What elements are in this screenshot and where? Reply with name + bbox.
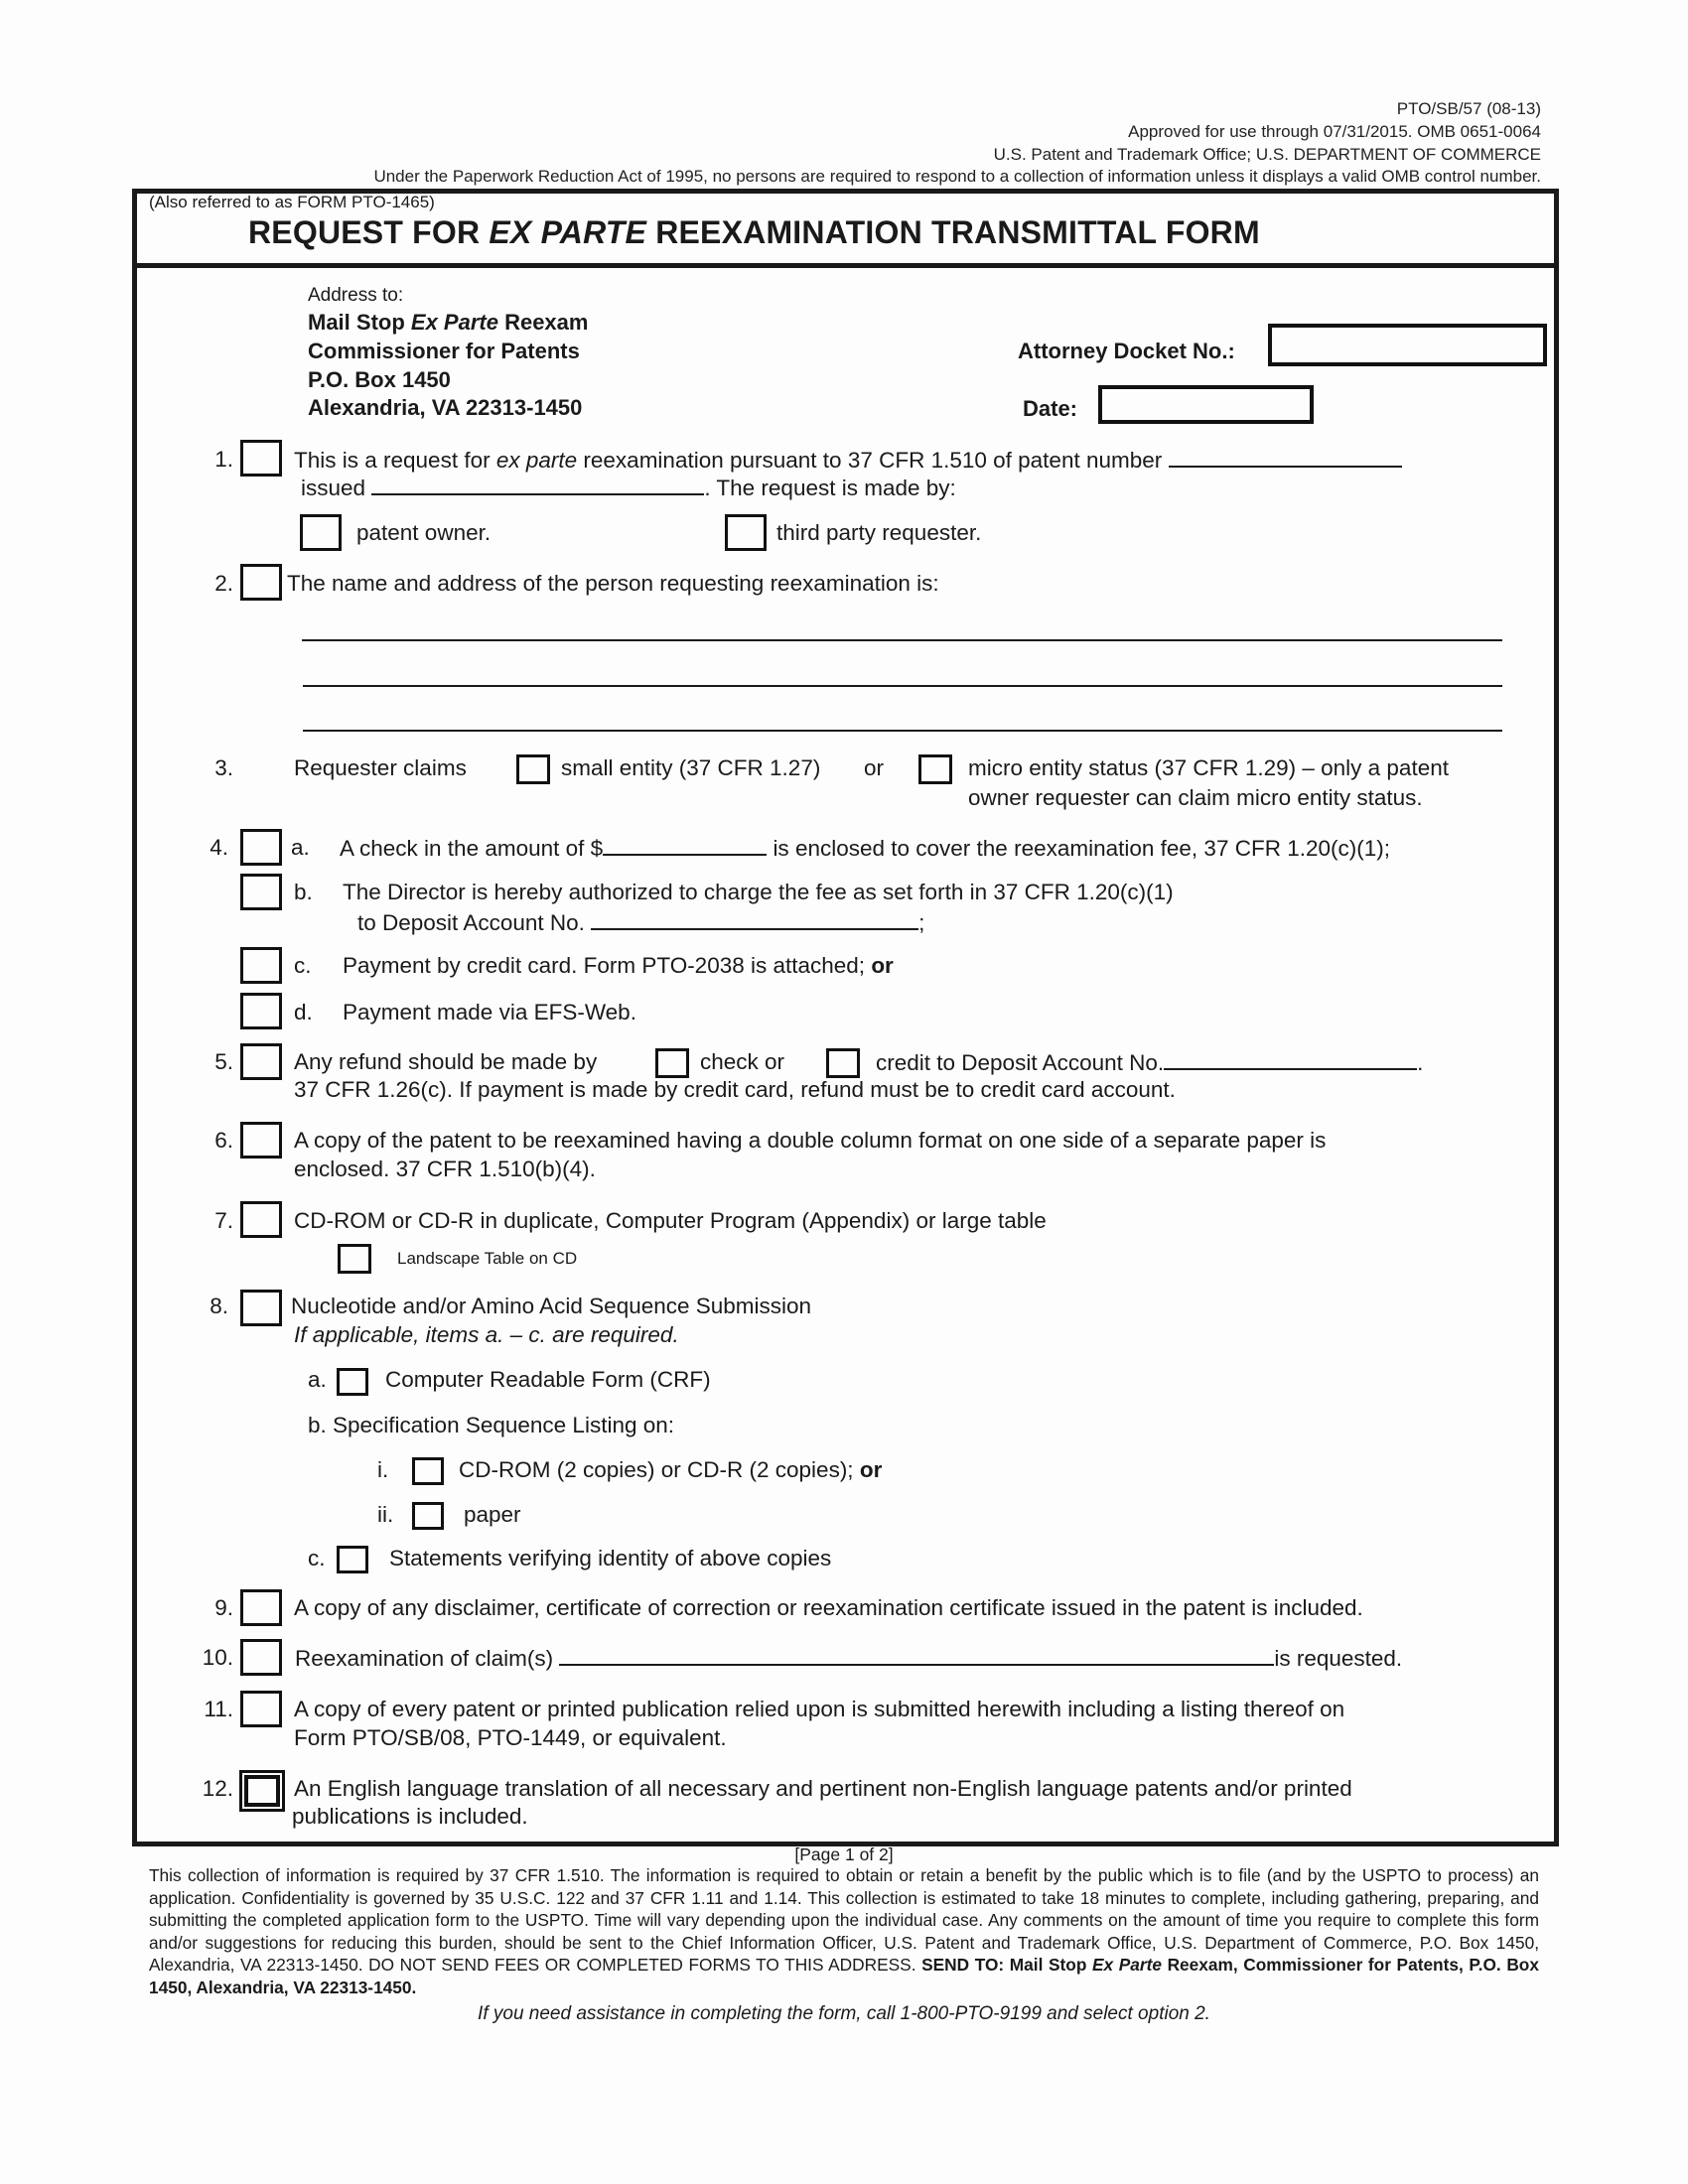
date-field[interactable] [1098,385,1314,424]
item-9-number: 9. [214,1595,233,1620]
small-entity-checkbox[interactable] [516,754,550,784]
claims-pre: Reexamination of claim(s) [295,1646,554,1671]
credit-card-text: Payment by credit card. Form PTO-2038 is attached; [343,953,872,978]
title-post: REEXAMINATION TRANSMITTAL FORM [646,214,1260,250]
refund-check-checkbox[interactable] [655,1048,689,1078]
omb-approval: Approved for use through 07/31/2015. OMB 0651-0064 [1128,122,1541,141]
or-text: or [864,755,885,780]
item-4c-text [343,952,894,980]
item-8-number: 8. [210,1294,228,1318]
item-4b-text: The Director is hereby authorized to charge the fee as set forth in 37 CFR 1.20(c)(1) [343,880,1174,904]
item-8bi-letter: i. [377,1457,389,1482]
item-6-checkbox[interactable] [240,1122,282,1159]
micro-entity-checkbox[interactable] [918,754,952,784]
item-2-checkbox[interactable] [240,564,282,601]
date-label: Date: [1023,396,1078,421]
small-entity-label: small entity (37 CFR 1.27) [561,755,821,780]
item-8-checkbox[interactable] [240,1290,282,1326]
item-3-number: 3. [214,755,233,780]
burden-text: This collection of information is required by 37 CFR 1.510. The information is required to obtain or retain a benefit by the public which is to file (and by the USPTO to process) an application. Confidentiality is governed by 35 U.S.C. 122 and 37 CFR 1.11 and 1.14. This collection is estimated to take 18 minutes to complete, including gathering, preparing, and submitting the completed application form to the USPTO. Time will vary depending upon the individual case. Any comments on the amount of time you require to complete this form and/or suggestions for reducing this burden, should be sent to the Chief Information Officer, U.S. Patent and Trademark Office, U.S. Department of Commerce, P.O. Box 1450, Alexandria, VA 22313-1450. DO NOT SEND FEES OR COMPLETED FORMS TO THIS ADDRESS. [149,1865,1539,1976]
assistance-note: If you need assistance in completing the form, call 1-800-PTO-9199 and select option 2. [478,2003,1210,2024]
item-4c-checkbox[interactable] [240,947,282,984]
item-1-text [294,446,1402,475]
item-12-number: 12. [202,1776,233,1801]
item-4c-letter: c. [294,953,312,978]
deposit-account-field[interactable] [591,908,918,930]
item-2-text: The name and address of the person requesting reexamination is: [287,571,939,596]
form-number: PTO/SB/57 (08-13) [1396,99,1541,118]
item-5-line2: 37 CFR 1.26(c). If payment is made by credit card, refund must be to credit card account. [294,1077,1176,1102]
check-amount-pre: A check in the amount of $ [340,836,604,861]
item-8bi-text [459,1456,882,1484]
item-6-line1: A copy of the patent to be reexamined having a double column format on one side of a separate paper is [294,1128,1327,1153]
landscape-table-label: Landscape Table on CD [397,1249,578,1268]
issued-date-field[interactable] [371,474,704,495]
micro-entity-label-1: micro entity status (37 CFR 1.29) – only a patent [968,755,1449,780]
item-4-number: 4. [210,835,228,860]
item-6-number: 6. [214,1128,233,1153]
item-9-text: A copy of any disclaimer, certificate of correction or reexamination certificate issued in the patent is included. [294,1595,1363,1620]
item-12-line2: publications is included. [292,1804,528,1829]
refund-credit-checkbox[interactable] [826,1048,860,1078]
item-8c-text: Statements verifying identity of above copies [389,1546,832,1570]
issued-label: issued [301,476,366,500]
requester-line-3[interactable] [303,730,1502,732]
patent-number-field[interactable] [1169,446,1402,468]
item-6-line2: enclosed. 37 CFR 1.510(b)(4). [294,1157,596,1181]
item-10-number: 10. [202,1645,233,1670]
address-po-box: P.O. Box 1450 [308,367,451,392]
deposit-label: to Deposit Account No. [357,910,585,935]
claims-post: is requested. [1274,1646,1403,1671]
item-11-line2: Form PTO/SB/08, PTO-1449, or equivalent. [294,1725,727,1750]
item-8bii-checkbox[interactable] [412,1502,444,1530]
item-4b-letter: b. [294,880,313,904]
item-12-line1: An English language translation of all necessary and pertinent non-English language patents and/or printed [294,1776,1352,1801]
patent-owner-checkbox[interactable] [300,514,342,551]
item-7-number: 7. [214,1208,233,1233]
item-9-checkbox[interactable] [240,1589,282,1626]
item-11-checkbox[interactable] [240,1691,282,1727]
refund-check-label: check or [700,1049,785,1074]
item-4d-text: Payment made via EFS-Web. [343,1000,636,1024]
item-11-number: 11. [204,1697,233,1721]
item-7-checkbox[interactable] [240,1201,282,1238]
item-4a-checkbox[interactable] [240,829,282,866]
title-italic: EX PARTE [489,214,647,250]
item-12-checkbox[interactable] [244,1775,280,1807]
item-10-checkbox[interactable] [240,1639,282,1676]
item-8a-text: Computer Readable Form (CRF) [385,1367,711,1392]
cdrom-copies-text: CD-ROM (2 copies) or CD-R (2 copies); [459,1457,860,1482]
item-4a-text [340,834,1390,863]
paperwork-notice: Under the Paperwork Reduction Act of 1995, no persons are required to respond to a collection of information unless it displays a valid OMB control number. [373,167,1541,186]
item-1-issued-line [301,474,956,502]
third-party-label: third party requester. [776,520,982,545]
item-5-number: 5. [214,1049,233,1074]
item-2-number: 2. [214,571,233,596]
made-by-text: . The request is made by: [704,476,956,500]
send-to-italic: Ex Parte [1091,1955,1162,1976]
cdrom-copies-or: or [859,1457,883,1482]
title-pre: REQUEST FOR [248,214,490,250]
address-commissioner: Commissioner for Patents [308,339,580,363]
item-8c-letter: c. [308,1546,326,1570]
third-party-checkbox[interactable] [725,514,767,551]
patent-owner-label: patent owner. [356,520,492,545]
also-referred: (Also referred to as FORM PTO-1465) [149,193,435,211]
item-8bii-text: paper [464,1502,521,1527]
claims-field[interactable] [559,1644,1274,1666]
landscape-table-checkbox[interactable] [338,1244,371,1274]
refund-credit-label [876,1048,1423,1077]
item-8-note: If applicable, items a. – c. are required. [294,1322,679,1347]
item-8b-text: b. Specification Sequence Listing on: [308,1413,674,1437]
item-4b-deposit [357,908,924,937]
item-1-number: 1. [214,447,233,472]
micro-entity-label-2: owner requester can claim micro entity status. [968,785,1423,810]
address-label: Address to: [308,285,404,306]
title-separator [132,263,1559,268]
refund-credit-text: credit to Deposit Account No. [876,1050,1165,1075]
item-5-checkbox[interactable] [240,1043,282,1080]
page-indicator: [Page 1 of 2] [794,1844,894,1864]
address-mail-stop [308,310,588,336]
item-8a-checkbox[interactable] [337,1368,368,1396]
credit-card-or: or [871,953,894,978]
deposit-end: ; [918,910,925,935]
send-to-label: SEND TO: Mail Stop [921,1955,1092,1976]
requester-claims-label: Requester claims [294,755,467,780]
check-amount-field[interactable] [603,834,767,856]
item-4a-letter: a. [291,835,310,860]
item-5-text: Any refund should be made by [294,1049,598,1074]
refund-end: . [1417,1050,1424,1075]
agency-line: U.S. Patent and Trademark Office; U.S. DEPARTMENT OF COMMERCE [993,145,1541,164]
docket-label: Attorney Docket No.: [1018,339,1235,363]
item-4d-checkbox[interactable] [240,993,282,1029]
requester-line-1[interactable] [302,639,1502,641]
item-4b-checkbox[interactable] [240,874,282,910]
refund-deposit-field[interactable] [1164,1048,1417,1070]
item-8bii-letter: ii. [377,1502,394,1527]
address-city: Alexandria, VA 22313-1450 [308,395,583,420]
mail-stop-post: Reexam [497,310,589,335]
burden-statement [149,1864,1539,1999]
item-4d-letter: d. [294,1000,313,1024]
item-8a-letter: a. [308,1367,327,1392]
item-1-checkbox[interactable] [240,440,282,477]
item-10-text [295,1644,1402,1673]
item-7-text: CD-ROM or CD-R in duplicate, Computer Program (Appendix) or large table [294,1208,1047,1233]
mail-stop-pre: Mail Stop [308,310,411,335]
send-to-post: Reexam, Commissioner for Patents, P.O. Box 1450, Alexandria, VA 22313-1450. [149,1955,1539,1997]
item-8c-checkbox[interactable] [337,1546,368,1573]
docket-number-field[interactable] [1268,324,1547,366]
mail-stop-italic: Ex Parte [410,310,498,335]
form-title [248,214,1260,251]
item-8-text: Nucleotide and/or Amino Acid Sequence Submission [291,1294,812,1318]
item-11-line1: A copy of every patent or printed publication relied upon is submitted herewith including a listing thereof on [294,1697,1345,1721]
item-1-text-post: reexamination pursuant to 37 CFR 1.510 of patent number [577,448,1163,473]
item-8bi-checkbox[interactable] [412,1457,444,1485]
item-1-text-italic: ex parte [495,448,578,473]
item-1-text-pre: This is a request for [294,448,496,473]
check-amount-post: is enclosed to cover the reexamination fee, 37 CFR 1.20(c)(1); [773,836,1390,861]
requester-line-2[interactable] [303,685,1502,687]
